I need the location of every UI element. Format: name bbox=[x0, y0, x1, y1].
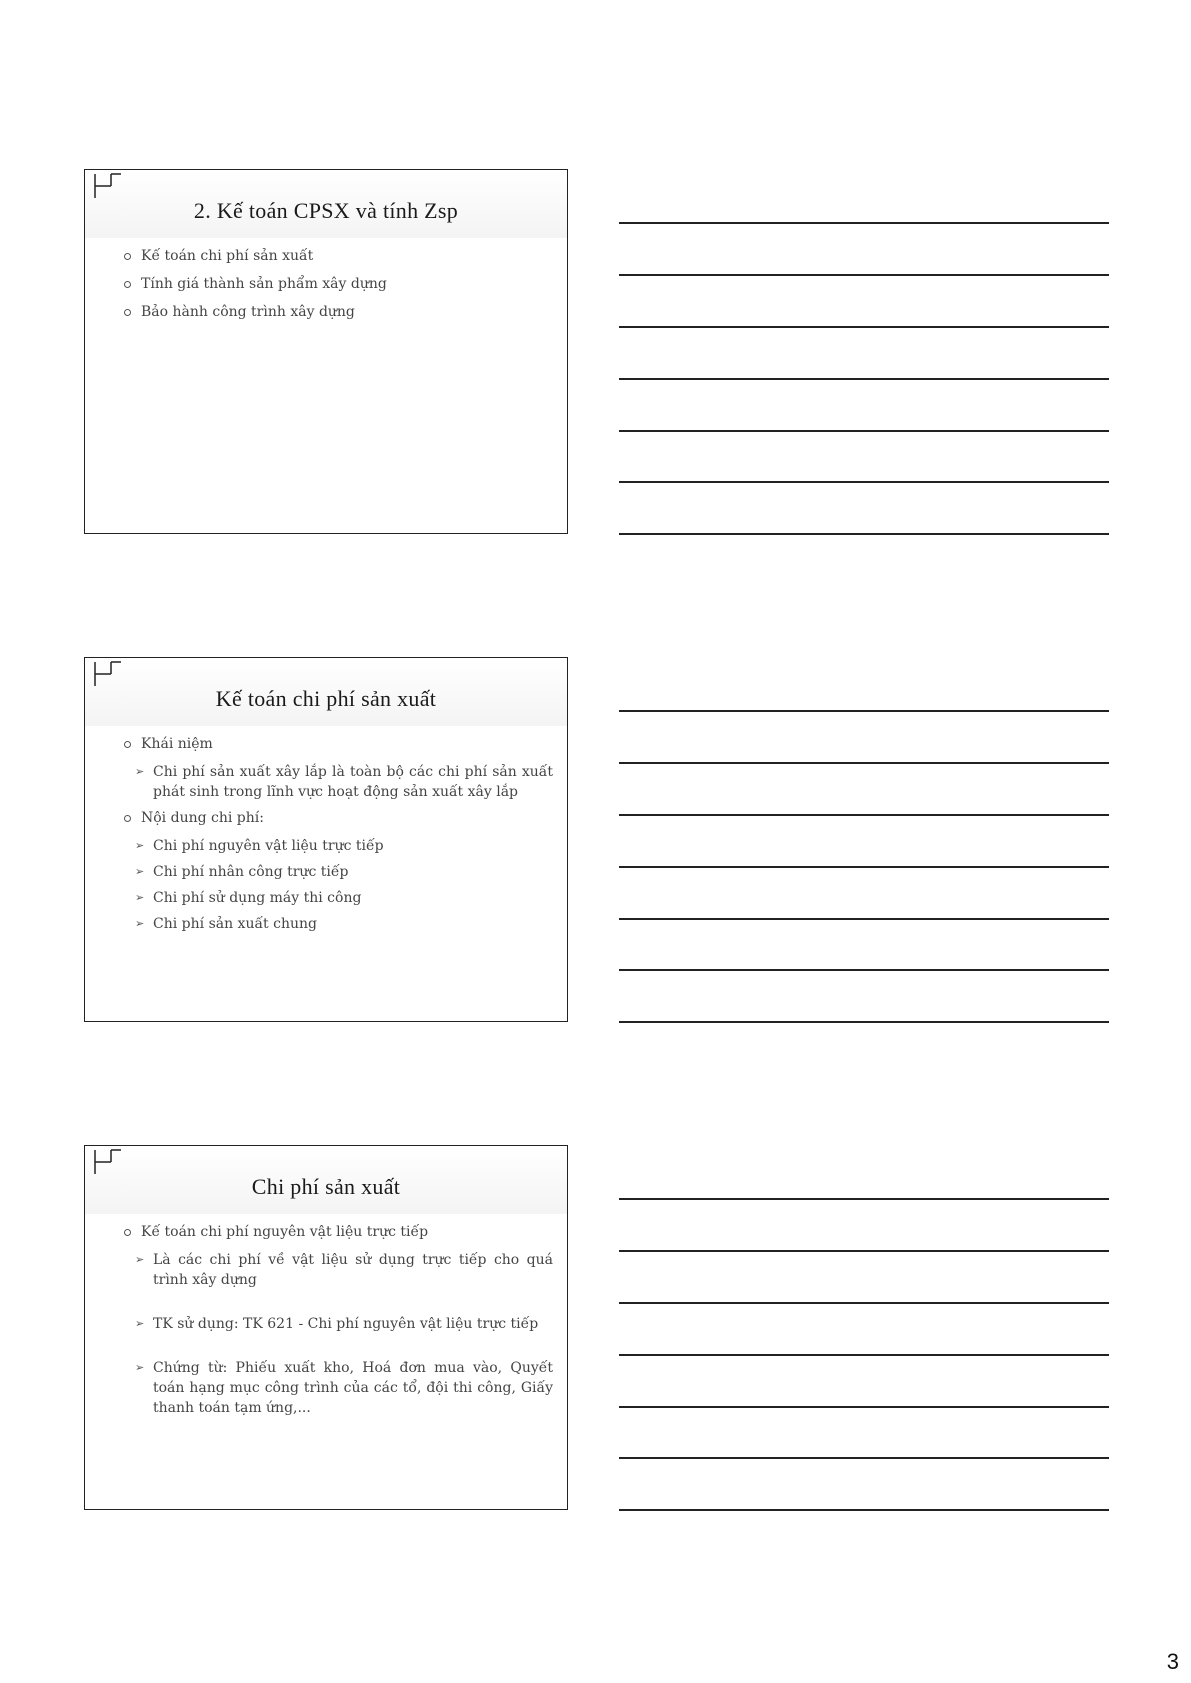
slide-title: 2. Kế toán CPSX và tính Zsp bbox=[193, 198, 459, 223]
note-line bbox=[619, 1354, 1109, 1356]
page-number: 3 bbox=[1166, 1649, 1179, 1674]
slide-corner-icon bbox=[93, 1148, 123, 1176]
note-line bbox=[619, 1406, 1109, 1408]
note-line bbox=[619, 814, 1109, 816]
bullet-item: Kế toán chi phí nguyên vật liệu trực tiếp bbox=[123, 1222, 553, 1242]
note-line bbox=[619, 866, 1109, 868]
slide-corner-icon bbox=[93, 172, 123, 200]
note-line bbox=[619, 1509, 1109, 1511]
slide-body bbox=[123, 246, 553, 330]
bullet-item: Bảo hành công trình xây dựng bbox=[123, 302, 553, 322]
note-line bbox=[619, 326, 1109, 328]
note-line bbox=[619, 1021, 1109, 1023]
sub-bullet-item: ➢ TK sử dụng: TK 621 - Chi phí nguyên vật liệu trực tiếp bbox=[135, 1314, 553, 1334]
sub-bullet-item: ➢ Chi phí sản xuất xây lắp là toàn bộ các chi phí sản xuất phát sinh trong lĩnh vực hoạt động sản xuất xây lắp bbox=[135, 762, 553, 802]
note-line bbox=[619, 710, 1109, 712]
slide-corner-icon bbox=[93, 660, 123, 688]
sub-bullet-item: ➢ Chứng từ: Phiếu xuất kho, Hoá đơn mua vào, Quyết toán hạng mục công trình của các tổ, đội thi công, Giấy thanh toán tạm ứng,... bbox=[135, 1358, 553, 1418]
bullet-item: Khái niệm bbox=[123, 734, 553, 754]
sub-bullet-item: ➢ Chi phí nguyên vật liệu trực tiếp bbox=[135, 836, 553, 856]
note-line bbox=[619, 1457, 1109, 1459]
sub-bullet-item: ➢ Chi phí sử dụng máy thi công bbox=[135, 888, 553, 908]
slide-body bbox=[123, 1222, 553, 1424]
slide-3 bbox=[84, 1145, 568, 1510]
slide-1 bbox=[84, 169, 568, 534]
note-line bbox=[619, 378, 1109, 380]
note-line bbox=[619, 533, 1109, 535]
bullet-item: Kế toán chi phí sản xuất bbox=[123, 246, 553, 266]
note-line bbox=[619, 430, 1109, 432]
note-line bbox=[619, 1198, 1109, 1200]
bullet-item: Nội dung chi phí: bbox=[123, 808, 553, 828]
note-line bbox=[619, 1250, 1109, 1252]
note-line bbox=[619, 222, 1109, 224]
note-line bbox=[619, 1302, 1109, 1304]
note-line bbox=[619, 918, 1109, 920]
sub-bullet-item: ➢ Chi phí nhân công trực tiếp bbox=[135, 862, 553, 882]
slide-2 bbox=[84, 657, 568, 1022]
bullet-item: Tính giá thành sản phẩm xây dựng bbox=[123, 274, 553, 294]
slide-body bbox=[123, 734, 553, 940]
sub-bullet-item: ➢ Chi phí sản xuất chung bbox=[135, 914, 553, 934]
slide-title: Kế toán chi phí sản xuất bbox=[215, 686, 437, 711]
note-line bbox=[619, 481, 1109, 483]
sub-bullet-item: ➢ Là các chi phí về vật liệu sử dụng trực tiếp cho quá trình xây dựng bbox=[135, 1250, 553, 1290]
note-line bbox=[619, 969, 1109, 971]
note-line bbox=[619, 762, 1109, 764]
note-line bbox=[619, 274, 1109, 276]
slide-title: Chi phí sản xuất bbox=[251, 1174, 401, 1199]
